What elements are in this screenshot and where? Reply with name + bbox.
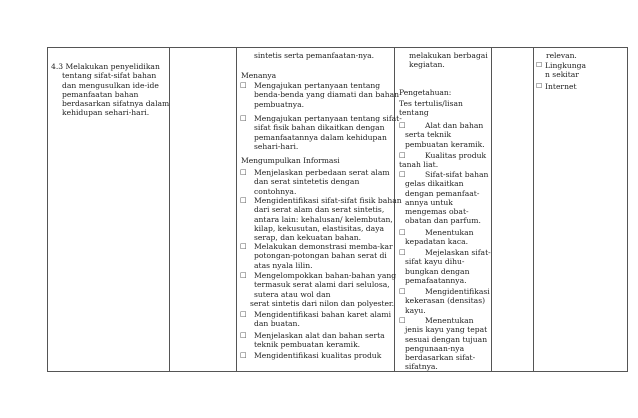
mengumpulkan-item-line: dan buatan. bbox=[254, 319, 300, 329]
checkbox-bullet-icon: □ bbox=[240, 168, 247, 176]
assessment-item-line: Menentukan bbox=[425, 228, 474, 237]
source-item-line: Lingkunga bbox=[545, 61, 586, 70]
tes-line: tentang bbox=[399, 108, 429, 118]
checkbox-bullet-icon: □ bbox=[399, 316, 406, 324]
assessment-item bbox=[399, 248, 491, 285]
mengumpulkan-item bbox=[254, 271, 396, 299]
assessment-item-line: kayu. bbox=[405, 305, 426, 315]
checkbox-bullet-icon: □ bbox=[240, 81, 247, 89]
assessment-item-line: berdasarkan sifat- bbox=[405, 353, 476, 363]
checkbox-bullet-icon: ☐ bbox=[536, 61, 543, 69]
assessment-item-line: Menentukan bbox=[425, 316, 474, 325]
menanya-item-line: pembuatnya. bbox=[254, 99, 305, 109]
assessment-top-line: kegiatan. bbox=[409, 60, 445, 70]
assessment-item-line: pemafaatannya. bbox=[405, 275, 467, 285]
mengumpulkan-item-line: Melakukan demonstrasi memba-kar bbox=[254, 242, 393, 251]
assessment-item-line: tanah liat. bbox=[399, 160, 439, 170]
assessment-item-line: pengunaan-nya bbox=[405, 343, 465, 353]
assessment-item-line: gelas dikaitkan bbox=[405, 179, 464, 189]
assessment-item bbox=[399, 170, 488, 226]
checkbox-bullet-icon: □ bbox=[399, 170, 406, 178]
assessment-item-line: Kualitas produk bbox=[425, 151, 487, 160]
mengumpulkan-item-line: Mengelompokkan bahan-bahan yang bbox=[254, 271, 397, 280]
assessment-item-line: Alat dan bahan bbox=[425, 121, 484, 130]
assessment-item bbox=[399, 316, 487, 372]
assessment-item-line: annya untuk bbox=[405, 197, 453, 207]
tes-heading bbox=[399, 99, 463, 118]
checkbox-bullet-icon: □ bbox=[399, 121, 406, 129]
activity-top-line: sintetis serta pemanfaatan-nya. bbox=[254, 51, 375, 60]
source-top-line: relevan. bbox=[546, 51, 577, 60]
assessment-item-line: serta teknik bbox=[405, 130, 452, 140]
mengumpulkan-item-line: atas nyala lilin. bbox=[254, 260, 313, 270]
table-col-divider-5 bbox=[533, 47, 534, 372]
table-top-border bbox=[47, 47, 628, 48]
assessment-item-line: obatan dan parfum. bbox=[405, 216, 481, 226]
menanya-item-line: Mengajukan pertanyaan tentang sifat- bbox=[254, 114, 402, 123]
assessment-item-line: Sifat-sifat bahan bbox=[425, 170, 489, 179]
mengumpulkan-item-line: contohnya. bbox=[254, 186, 297, 196]
competency-line: 4.3 Melakukan penyelidikan bbox=[51, 62, 160, 71]
mengumpulkan-item bbox=[254, 310, 391, 329]
mengumpulkan-item-line: potongan-potongan bahan serat di bbox=[254, 251, 387, 261]
assessment-top bbox=[409, 51, 488, 70]
mengumpulkan-heading: Mengumpulkan Informasi bbox=[241, 156, 340, 165]
source-item bbox=[545, 82, 577, 91]
assessment-item-line: dengan pemanfaat- bbox=[405, 188, 480, 198]
mengumpulkan-item-line: teknik pembuatan keramik. bbox=[254, 340, 361, 350]
mengumpulkan-item-line: serap, dan kekuatan bahan. bbox=[254, 233, 362, 243]
menanya-item-line: Mengajukan pertanyaan tentang bbox=[254, 81, 381, 90]
assessment-item-line: sifatnya. bbox=[405, 362, 438, 372]
assessment-item bbox=[399, 151, 486, 170]
table-bottom-border bbox=[47, 371, 628, 372]
source-item-line: n sekitar bbox=[545, 70, 579, 80]
pengetahuan-heading: Pengetahuan: bbox=[399, 88, 452, 97]
assessment-item-line: sifat kayu dihu- bbox=[405, 257, 465, 267]
assessment-item-line: jenis kayu yang tepat bbox=[405, 325, 488, 335]
table-col-divider-2 bbox=[236, 47, 237, 372]
checkbox-bullet-icon: □ bbox=[240, 271, 247, 279]
menanya-heading: Menanya bbox=[241, 71, 277, 80]
serat-sintetis-line: serat sintetis dari nilon dan polyester. bbox=[250, 299, 395, 308]
checkbox-bullet-icon: □ bbox=[240, 331, 247, 339]
checkbox-bullet-icon: □ bbox=[399, 248, 406, 256]
assessment-top-line: melakukan berbagai bbox=[409, 51, 488, 60]
menanya-item-line: sifat fisik bahan dikaitkan dengan bbox=[254, 123, 385, 133]
assessment-item-line: mengemas obat- bbox=[405, 207, 469, 217]
menanya-item-line: benda-benda yang diamati dan bahan bbox=[254, 90, 400, 100]
menanya-item bbox=[254, 81, 399, 109]
mengumpulkan-item-line: Mengidentifikasi sifat-sifat fisik bahan bbox=[254, 196, 402, 205]
checkbox-bullet-icon: □ bbox=[240, 242, 247, 250]
mengumpulkan-item-line: termasuk serat alami dari selulosa, bbox=[254, 280, 390, 290]
menanya-item-line: pemanfaatannya dalam kehidupan bbox=[254, 132, 387, 142]
source-item-line: Internet bbox=[545, 82, 577, 91]
assessment-item bbox=[399, 228, 474, 247]
assessment-item-line: Mejelaskan sifat- bbox=[425, 248, 491, 257]
mengumpulkan-item-line: antara lain: kehalusan/ kelembutan, bbox=[254, 214, 393, 224]
mengumpulkan-item bbox=[254, 242, 393, 270]
assessment-item-line: pembuatan keramik. bbox=[405, 139, 485, 149]
checkbox-bullet-icon: □ bbox=[240, 351, 247, 359]
menanya-item bbox=[254, 114, 402, 151]
checkbox-bullet-icon: □ bbox=[399, 151, 406, 159]
assessment-item-line: Mengidentifikasi bbox=[425, 287, 490, 296]
mengumpulkan-item bbox=[254, 168, 390, 196]
assessment-item-line: bungkan dengan bbox=[405, 266, 470, 276]
competency-line: kehidupan sehari-hari. bbox=[62, 108, 150, 118]
table-col-divider-0 bbox=[47, 47, 48, 372]
mengumpulkan-item-line: dari serat alam dan serat sintetis, bbox=[254, 205, 385, 215]
checkbox-bullet-icon: □ bbox=[399, 287, 406, 295]
mengumpulkan-item-line: Menjelaskan perbedaan serat alam bbox=[254, 168, 390, 177]
assessment-item-line: kekerasan (densitas) bbox=[405, 296, 486, 306]
mengumpulkan-item bbox=[254, 351, 381, 360]
competency-cell bbox=[51, 62, 169, 118]
mengumpulkan-item-line: sutera atau wol dan bbox=[254, 289, 331, 299]
checkbox-bullet-icon: □ bbox=[240, 310, 247, 318]
mengumpulkan-item-line: kilap, kekusutan, elastisitas, daya bbox=[254, 223, 385, 233]
source-item bbox=[545, 61, 586, 80]
menanya-item-line: sehari-hari. bbox=[254, 141, 299, 151]
assessment-item bbox=[399, 287, 490, 315]
competency-line: dan mengusulkan ide-ide bbox=[62, 80, 159, 90]
mengumpulkan-item-line: Mengidentifikasi bahan karet alami bbox=[254, 310, 392, 319]
competency-line: berdasarkan sifatnya dalam bbox=[62, 99, 170, 109]
checkbox-bullet-icon: □ bbox=[240, 196, 247, 204]
checkbox-bullet-icon: □ bbox=[240, 114, 247, 122]
mengumpulkan-item bbox=[254, 331, 385, 350]
mengumpulkan-item-line: Mengidentifikasi kualitas produk bbox=[254, 351, 382, 360]
assessment-item bbox=[405, 121, 485, 149]
mengumpulkan-item-line: dan serat sintetetis dengan bbox=[254, 177, 360, 187]
table-col-divider-6 bbox=[627, 47, 628, 372]
table-col-divider-4 bbox=[491, 47, 492, 372]
competency-line: tentang sifat-sifat bahan bbox=[62, 71, 157, 81]
mengumpulkan-item-line: Menjelaskan alat dan bahan serta bbox=[254, 331, 385, 340]
competency-line: pemanfaatan bahan bbox=[62, 89, 139, 99]
checkbox-bullet-icon: ☐ bbox=[536, 82, 543, 90]
tes-line: Tes tertulis/lisan bbox=[399, 99, 463, 108]
assessment-item-line: sesuai dengan tujuan bbox=[405, 334, 488, 344]
assessment-item-line: kepadatan kaca. bbox=[405, 237, 469, 247]
mengumpulkan-item bbox=[254, 196, 402, 242]
checkbox-bullet-icon: □ bbox=[399, 228, 406, 236]
